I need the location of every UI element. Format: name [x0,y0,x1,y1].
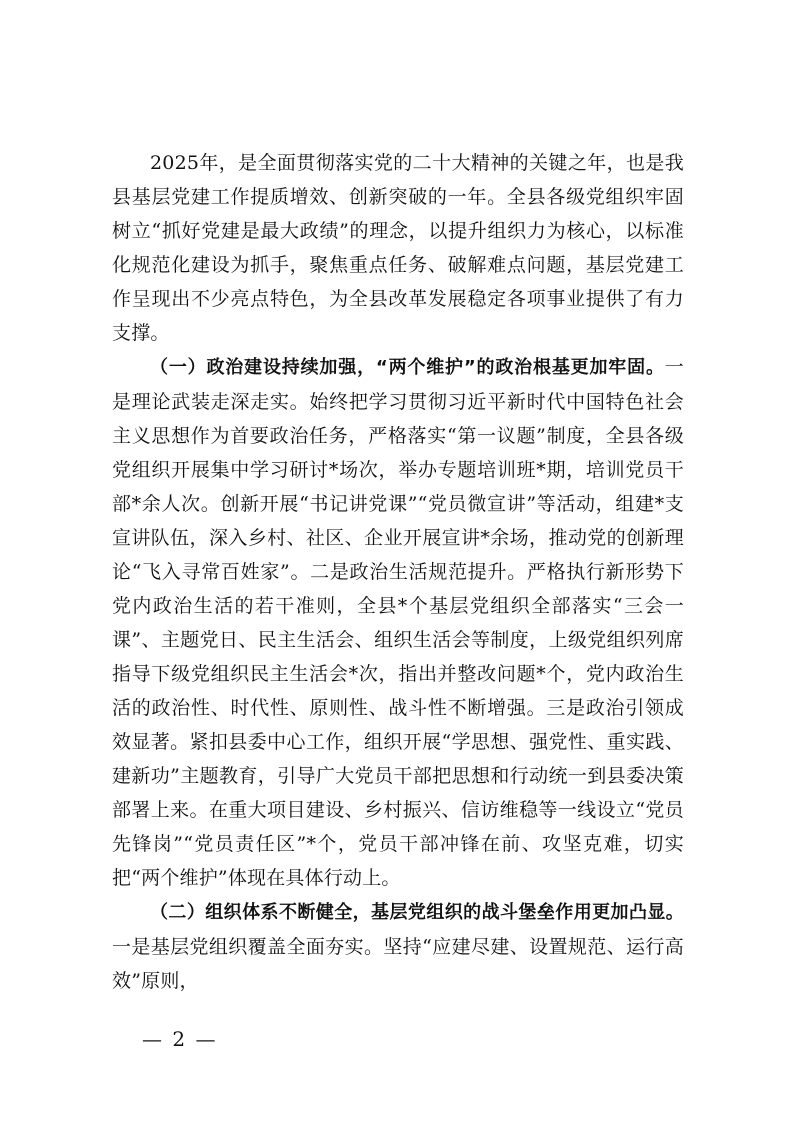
body-text [112,146,684,998]
paragraph-intro-text: 2025年，是全面贯彻落实党的二十大精神的关键之年，也是我县基层党建工作提质增效、创新突破的一年。全县各级党组织牢固树立“抓好党建是最大政绩”的理念，以提升组织力为核心，以标准化规范化建设为抓手，聚焦重点任务、破解难点问题，基层党建工作呈现出不少亮点特色，为全县改革发展稳定各项事业提供了有力支撑。 [112,152,684,344]
paragraph-intro [112,146,684,350]
section-2-text: 一是基层党组织覆盖全面夯实。坚持“应建尽建、设置规范、运行高效”原则， [112,936,684,992]
section-1-heading: （一）政治建设持续加强，“两个维护”的政治根基更加牢固。 [150,357,665,378]
page-number: — 2 — [142,1027,218,1051]
section-2-heading: （二）组织体系不断健全，基层党组织的战斗堡垒作用更加凸显。 [150,902,684,923]
paragraph-section-1 [112,350,684,895]
paragraph-section-2 [112,895,684,998]
section-1-text: 一是理论武装走深走实。始终把学习贯彻习近平新时代中国特色社会主义思想作为首要政治任务，严格落实“第一议题”制度，全县各级党组织开展集中学习研讨*场次，举办专题培训班*期，培训党员干部*余人次。创新开展“书记讲党课”“党员微宣讲”等活动，组建*支宣讲队伍，深入乡村、社区、企业开展宣讲*余场，推动党的创新理论“飞入寻常百姓家”。二是政治生活规范提升。严格执行新形势下党内政治生活的若干准则，全县*个基层党组织全部落实“三会一课”、主题党日、民主生活会、组织生活会等制度，上级党组织列席指导下级党组织民主生活会*次，指出并整改问题*个，党内政治生活的政治性、时代性、原则性、战斗性不断增强。三是政治引领成效显著。紧扣县委中心工作，组织开展“学思想、强党性、重实践、建新功”主题教育，引导广大党员干部把思想和行动统一到县委决策部署上来。在重大项目建设、乡村振兴、信访维稳等一线设立“党员先锋岗”“党员责任区”*个，党员干部冲锋在前、攻坚克难，切实把“两个维护”体现在具体行动上。 [112,356,684,889]
